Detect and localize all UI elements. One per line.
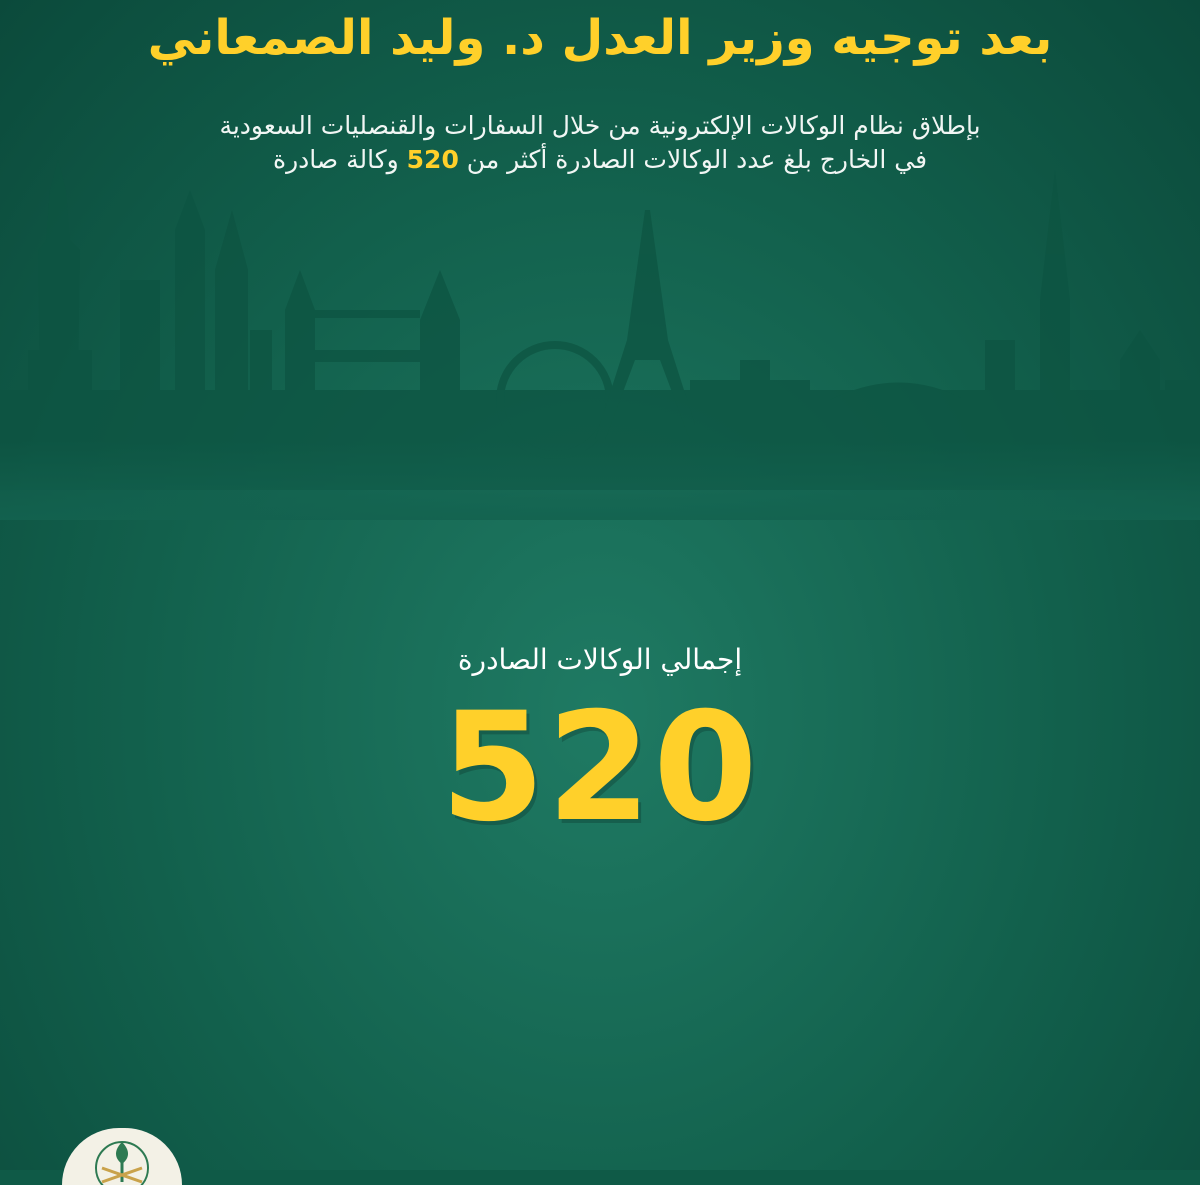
- subtitle-line-2-tail: وكالة صادرة: [272, 145, 399, 174]
- saudi-emblem-icon: [62, 1128, 182, 1185]
- total-value: 520: [440, 681, 760, 855]
- city-skyline-illustration: [0, 150, 1200, 490]
- subtitle-line-2-text: في الخارج بلغ عدد الوكالات الصادرة أكثر من: [466, 145, 928, 174]
- skyline-fade: [0, 440, 1200, 520]
- total-label: إجمالي الوكالات الصادرة: [457, 643, 743, 676]
- page-title: بعد توجيه وزير العدل د. وليد الصمعاني: [147, 10, 1053, 66]
- subtitle-highlight-number: 520: [406, 145, 459, 174]
- subtitle-line-2: [0, 142, 1200, 178]
- subtitle-line-1: بإطلاق نظام الوكالات الإلكترونية من خلال السفارات والقنصليات السعودية: [219, 111, 981, 140]
